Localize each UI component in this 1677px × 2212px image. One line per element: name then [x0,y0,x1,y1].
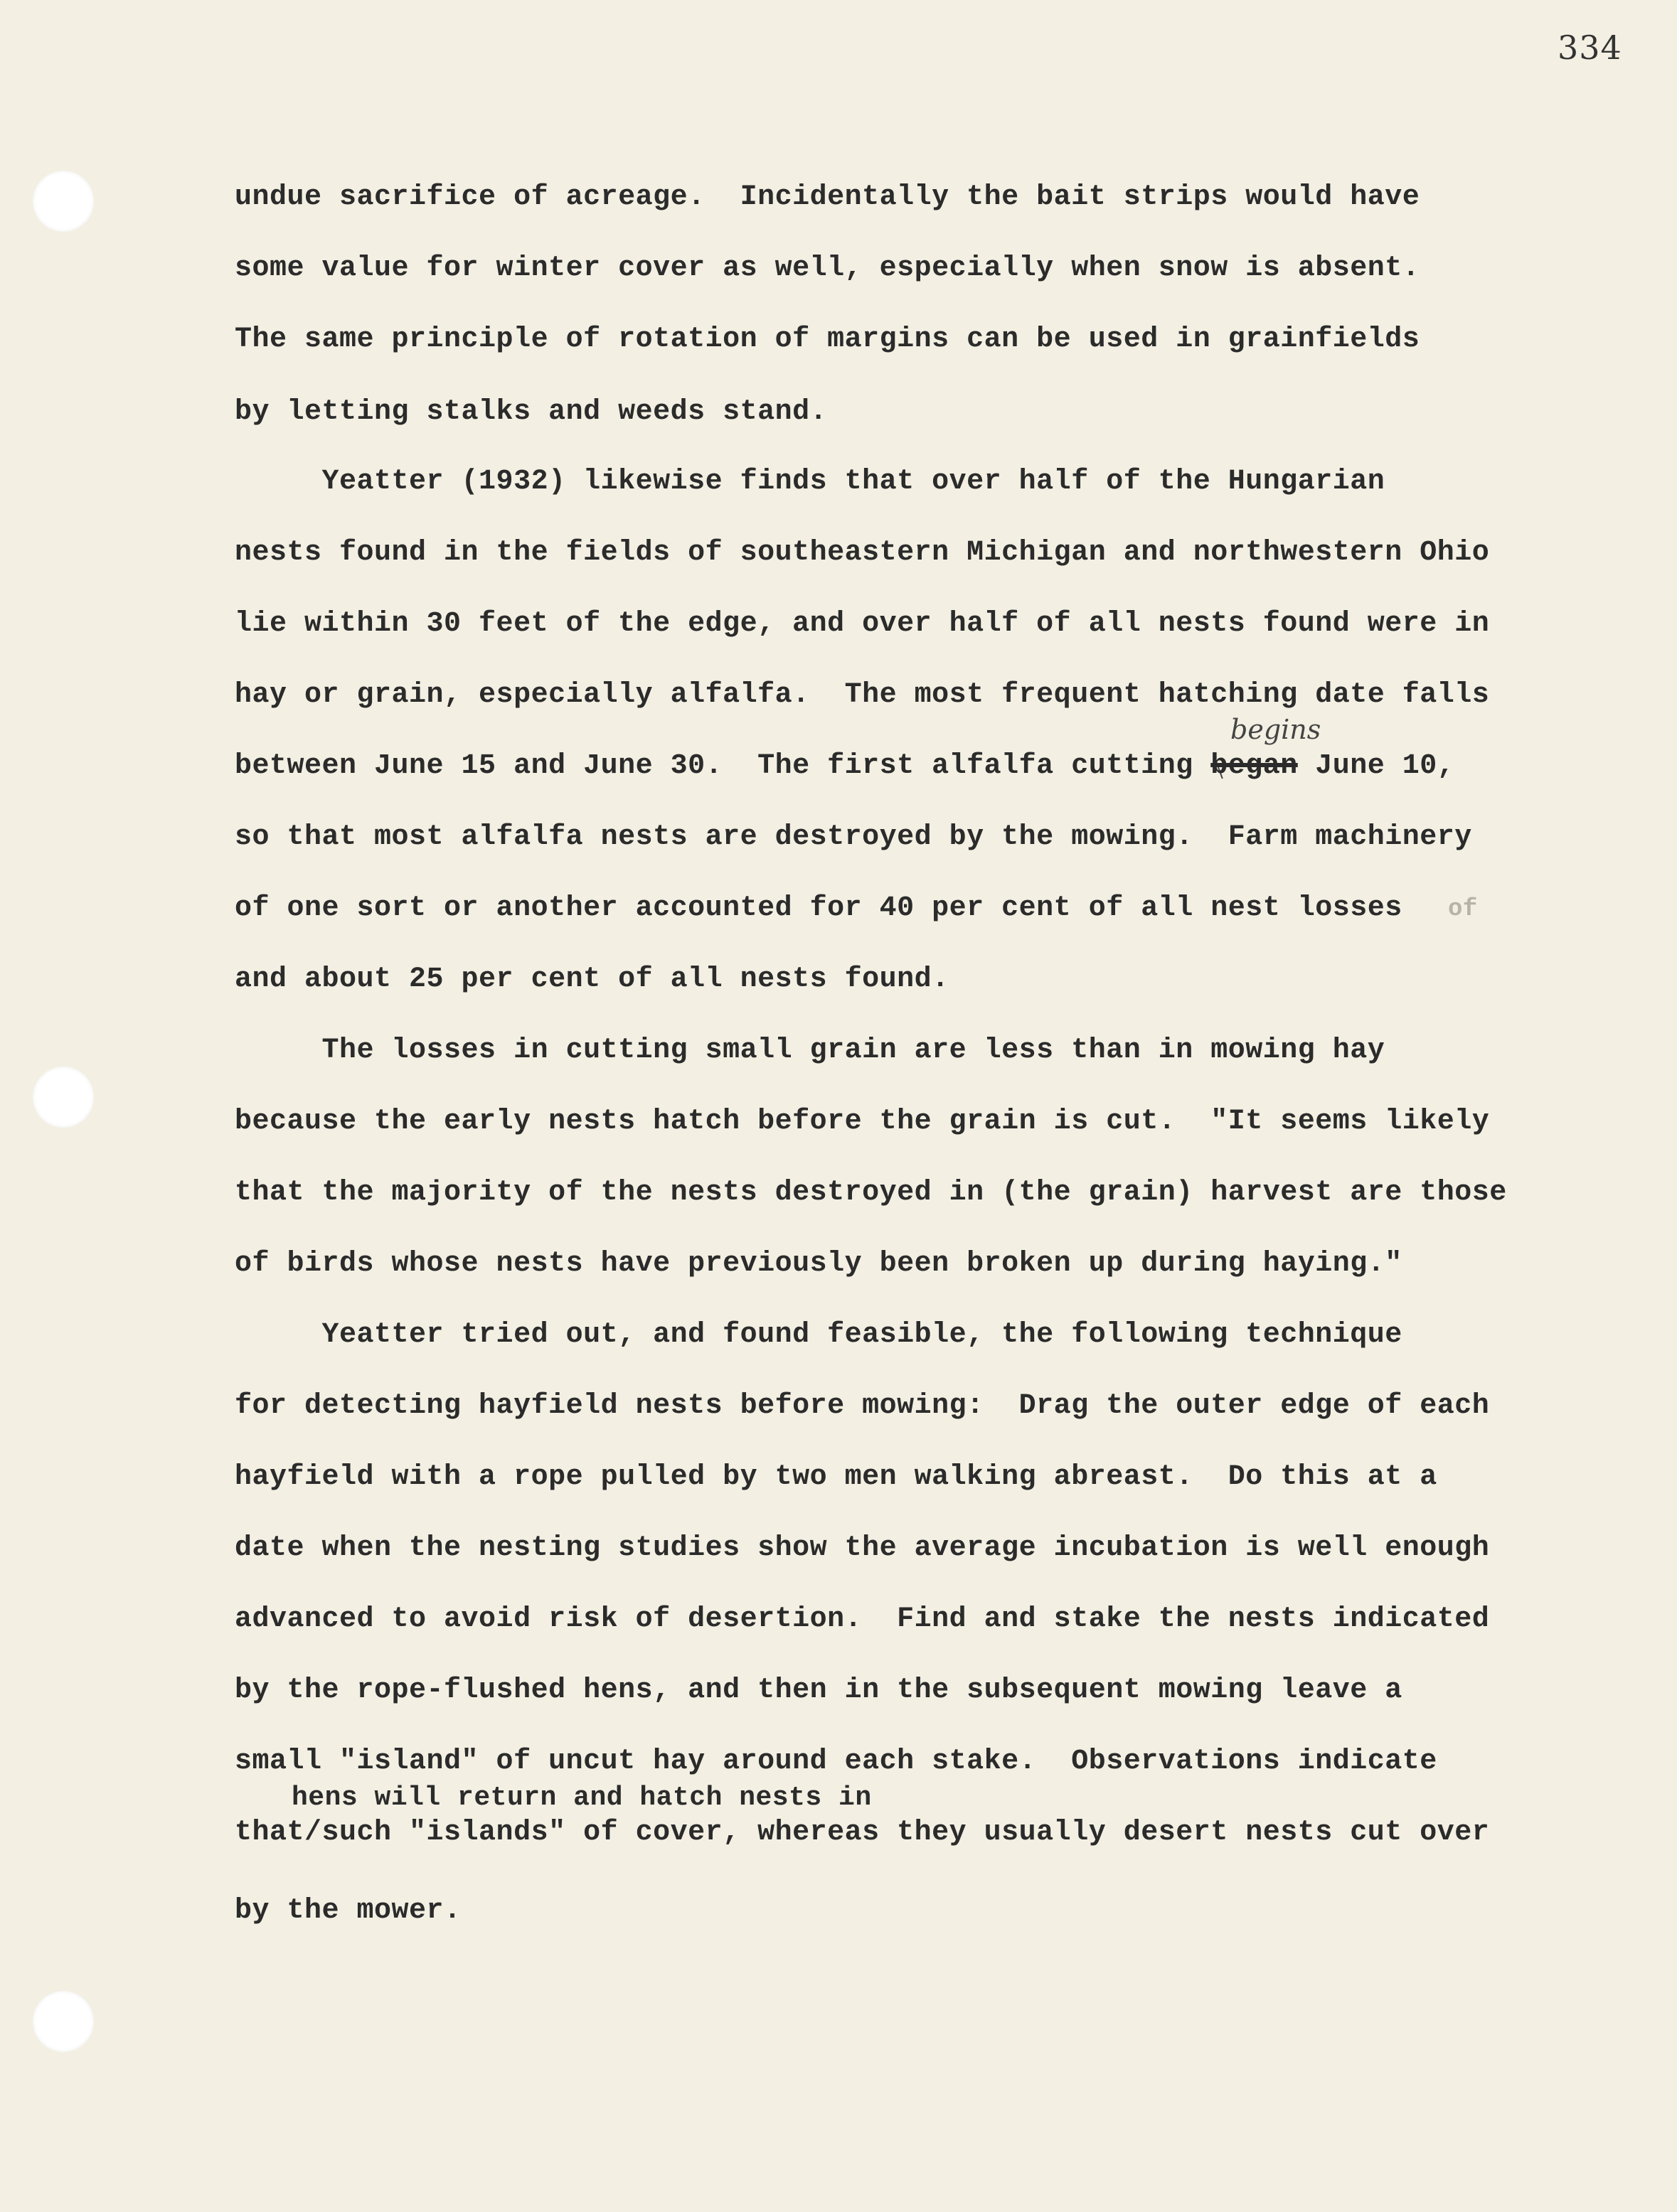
text-line: and about 25 per cent of all nests found. [235,963,949,995]
text-line: undue sacrifice of acreage. Incidentally the bait strips would have [235,181,1420,213]
typed-insert: hens will return and hatch nests in [292,1783,872,1813]
text-line: date when the nesting studies show the average incubation is well enough [235,1532,1490,1564]
handwritten-insert: begins [1230,714,1321,745]
text-line: that the majority of the nests destroyed in (the grain) harvest are those [235,1177,1507,1209]
text-line: because the early nests hatch before the grain is cut. "It seems likely [235,1106,1490,1138]
text-line: by the mower. [235,1895,462,1927]
punch-hole-bottom [33,1991,94,2052]
text-line: of birds whose nests have previously been broken up during haying." [235,1248,1402,1280]
page-number: 334 [1558,28,1622,67]
punch-hole-top [33,171,94,232]
text-line: of one sort or another accounted for 40 per cent of all nest losses [235,892,1402,924]
text-line: so that most alfalfa nests are destroyed by the mowing. Farm machinery [235,821,1472,853]
text-line: hay or grain, especially alfalfa. The most frequent hatching date falls [235,679,1490,711]
text-line: hayfield with a rope pulled by two men walking abreast. Do this at a [235,1461,1437,1493]
text-line: for detecting hayfield nests before mowing: Drag the outer edge of each [235,1390,1490,1422]
struck-word: began [1210,750,1298,782]
text-line: by the rope-flushed hens, and then in the subsequent mowing leave a [235,1674,1402,1706]
faint-mark: of [1448,896,1478,923]
text-line: lie within 30 feet of the edge, and over half of all nests found were in [235,608,1490,640]
text-line: The same principle of rotation of margins can be used in grainfields [235,324,1420,356]
punch-hole-middle [33,1067,94,1128]
text-line: by letting stalks and weeds stand. [235,396,828,428]
text-line: advanced to avoid risk of desertion. Find and stake the nests indicated [235,1603,1490,1635]
text-line: some value for winter cover as well, especially when snow is absent. [235,252,1420,284]
text-line: The losses in cutting small grain are less than in mowing hay [235,1035,1385,1067]
text-line: small "island" of uncut hay around each stake. Observations indicate [235,1746,1437,1778]
line-tail: June 10, [1297,750,1455,782]
text-line: nests found in the fields of southeastern Michigan and northwestern Ohio [235,537,1490,569]
text-line: Yeatter tried out, and found feasible, the following technique [235,1319,1402,1351]
text-line: Yeatter (1932) likewise finds that over half of the Hungarian [235,466,1385,498]
text-line: that/such "islands" of cover, whereas they usually desert nests cut over [235,1817,1490,1849]
line-start: between June 15 and June 30. The first alfalfa cutting [235,750,1211,782]
text-line [235,752,1454,781]
